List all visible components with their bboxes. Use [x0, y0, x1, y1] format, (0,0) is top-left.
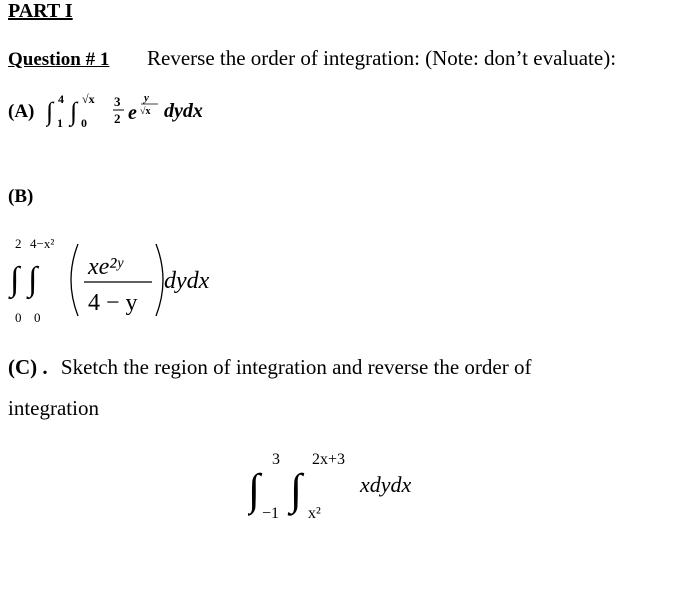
integral-sign: ∫: [70, 97, 78, 126]
numerator: xe²ʸ: [88, 254, 123, 280]
integral-sign: ∫: [10, 261, 20, 298]
outer-upper-limit: 2: [15, 236, 22, 251]
denominator: 4 − y: [88, 290, 138, 316]
differential: dydx: [164, 268, 210, 294]
lower-limit-1: 1: [57, 116, 63, 130]
part-c-text-line-2: integration: [8, 396, 99, 420]
part-b-label: (B): [8, 186, 34, 207]
part-title: PART I: [8, 0, 73, 22]
differential: dydx: [164, 100, 203, 122]
question-label: Question # 1: [8, 49, 110, 70]
base-e: e: [128, 102, 137, 124]
inner-upper-limit: 2x+3: [312, 451, 346, 468]
outer-lower-limit: −1: [262, 505, 280, 522]
inner-lower-limit: 0: [34, 310, 41, 325]
integral-sign: ∫: [290, 465, 303, 514]
part-a-label: (A): [8, 101, 35, 122]
part-c-text-line-1: [8, 355, 531, 380]
part-c-integral: [248, 444, 448, 524]
inner-lower-limit: x²: [308, 505, 321, 522]
part-c-label: (C) .: [8, 355, 48, 379]
outer-lower-limit: 0: [15, 310, 22, 325]
exponent-denominator: √x: [140, 106, 151, 117]
coef-numerator: 3: [114, 94, 121, 109]
part-c-instruction: Sketch the region of integration and reverse the order of: [60, 355, 532, 379]
integrand: xdydx: [360, 472, 412, 497]
outer-upper-limit: 3: [272, 451, 280, 468]
right-paren: [156, 244, 163, 316]
inner-upper-limit: 4−x²: [30, 236, 55, 251]
part-b-integral: [8, 234, 238, 326]
upper-limit-1: 4: [58, 92, 64, 106]
coef-denominator: 2: [114, 111, 121, 126]
lower-limit-2: 0: [81, 116, 87, 130]
question-text: Reverse the order of integration: (Note: don’t evaluate):: [147, 46, 617, 70]
upper-limit-2: √x: [82, 92, 95, 106]
integral-sign: ∫: [46, 97, 54, 126]
part-a-integral: [46, 86, 236, 136]
integral-sign: ∫: [28, 261, 38, 298]
left-paren: [71, 244, 78, 316]
exponent-numerator: y: [144, 92, 149, 104]
integral-sign: ∫: [248, 465, 261, 514]
